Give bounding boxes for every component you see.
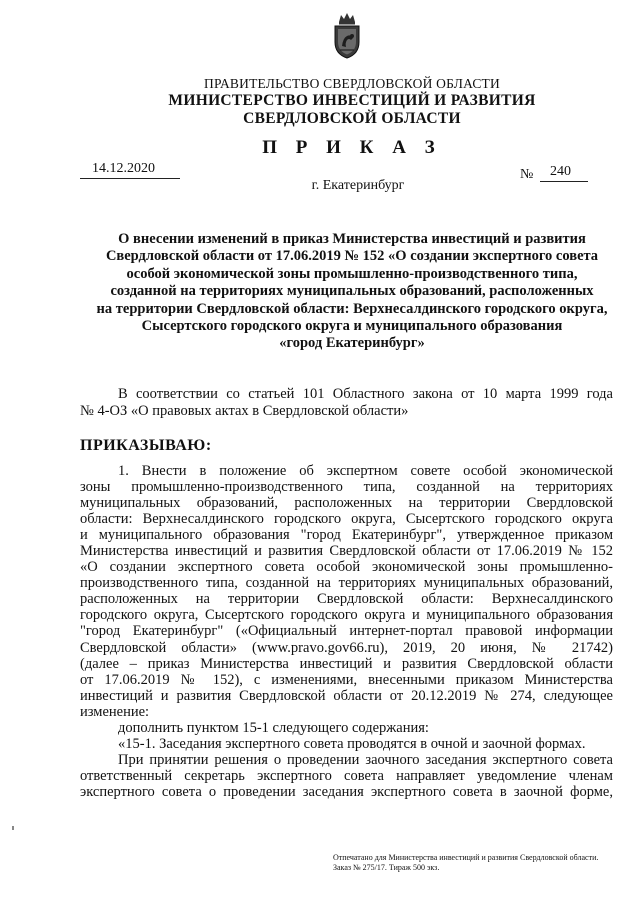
body-line: «15-1. Заседания экспертного совета проводятся в очной и заочной формах. (118, 735, 586, 752)
body-line: расположенных на территории Свердловской области: Верхнесалдинского (80, 591, 613, 608)
body-line: Министерства инвестиций и развития Свердловской области от 17.06.2019 № 152 (80, 543, 613, 560)
order-number: 240 (550, 164, 571, 179)
body-line: области: Верхнесалдинского городского округа, Сысертского городского округа (80, 511, 613, 528)
body-line: дополнить пунктом 15-1 следующего содержания: (118, 719, 429, 736)
sverdlovsk-coat-of-arms-icon (330, 10, 364, 60)
subject-line: на территории Свердловской области: Верхнесалдинского городского округа, (96, 300, 608, 317)
body-line: При принятии решения о проведении заочного заседания экспертного совета (118, 751, 613, 768)
basis-line: № 4-ОЗ «О правовых актах в Свердловской области» (80, 403, 409, 419)
body-line: и муниципального образования "город Екатеринбург", утвержденное приказом (80, 527, 613, 544)
print-footer (333, 853, 618, 873)
subject-line: «город Екатеринбург» (279, 335, 425, 352)
order-date: 14.12.2020 (92, 161, 155, 176)
body-line: «О создании экспертного совета особой экономической зоны промышленно- (80, 559, 613, 576)
document-type-title: П Р И К А З (262, 137, 442, 158)
ministry-name-line-1: МИНИСТЕРСТВО ИНВЕСТИЦИЙ И РАЗВИТИЯ (168, 92, 536, 109)
body-line: изменение: (80, 703, 150, 720)
subject-line: О внесении изменений в приказ Министерства инвестиций и развития (118, 231, 586, 247)
ministry-name-line-2: СВЕРДЛОВСКОЙ ОБЛАСТИ (243, 110, 461, 127)
body-line: 1. Внести в положение об экспертном совете особой экономической (118, 463, 613, 479)
body-line: зоны промышленно-производственного типа, созданной на территориях (80, 479, 613, 496)
scan-mark (12, 826, 14, 830)
footer-line: Заказ № 275/17. Тираж 500 экз. (333, 863, 440, 872)
number-sign: № (520, 167, 534, 182)
body-line: "город Екатеринбург" («Официальный интернет-портал правовой информации (80, 623, 613, 640)
body-line: Свердловской области» (www.pravo.gov66.ru), 2019, 20 июня, № 21742) (80, 639, 613, 656)
footer-line: Отпечатано для Министерства инвестиций и развития Свердловской области. (333, 853, 599, 862)
body-line: городского округа, Сысертского городского округа и муниципального образования (80, 607, 613, 624)
subject-line: Свердловской области от 17.06.2019 № 152 «О создании экспертного совета (105, 248, 599, 265)
subject-line: особой экономической зоны промышленно-производственного типа, (126, 265, 578, 282)
basis-line: В соответствии со статьей 101 Областного закона от 10 марта 1999 года (118, 386, 613, 402)
body-line: производственного типа, созданной на территориях муниципальных образований, (80, 575, 613, 592)
order-directive-heading: ПРИКАЗЫВАЮ: (80, 437, 212, 454)
body-line: экспертного совета о проведении заседания экспертного совета в заочной форме, (80, 783, 613, 800)
body-line: (далее – приказ Министерства инвестиций и развития Свердловской области (80, 655, 613, 672)
body-line: ответственный секретарь экспертного совета направляет уведомление членам (80, 767, 613, 784)
body-line: муниципальных образований, расположенных на территории Свердловской (80, 495, 613, 512)
order-body (80, 463, 613, 800)
city-name: г. Екатеринбург (311, 178, 405, 193)
government-name: ПРАВИТЕЛЬСТВО СВЕРДЛОВСКОЙ ОБЛАСТИ (204, 76, 500, 91)
body-line: от 17.06.2019 № 152), с изменениями, внесенными приказом Министерства (80, 671, 613, 688)
body-line: инвестиций и развития Свердловской области от 20.12.2019 № 274, следующее (80, 687, 613, 704)
subject-line: созданной на территориях муниципальных образований, расположенных (110, 283, 594, 300)
subject-line: Сысертского городского округа и муниципального образования (141, 318, 563, 335)
legal-basis-paragraph (80, 386, 613, 420)
order-subject (72, 231, 632, 353)
